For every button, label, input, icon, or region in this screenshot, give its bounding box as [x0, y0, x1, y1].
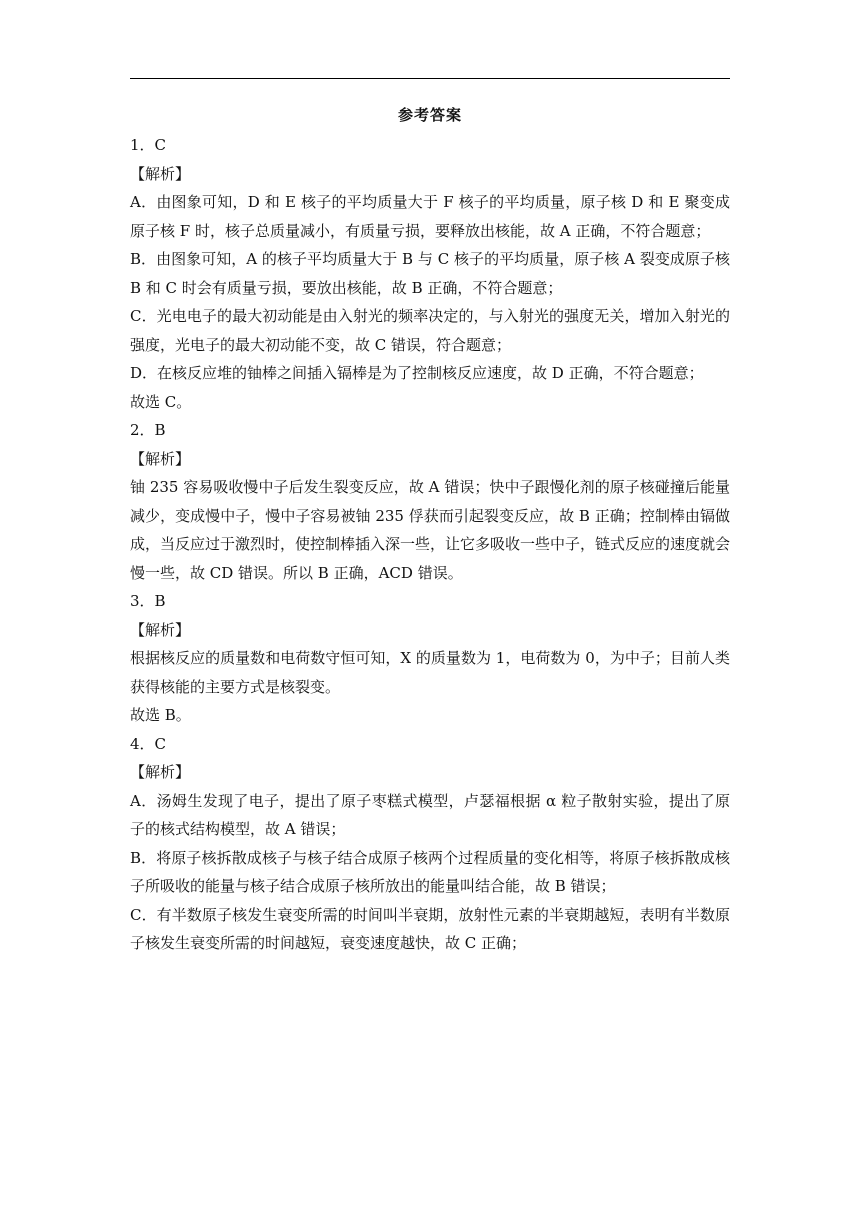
analysis-label: 【解析】 [130, 620, 191, 639]
analysis-paragraph: D．在核反应堆的铀棒之间插入镉棒是为了控制核反应速度，故 D 正确，不符合题意； [130, 364, 704, 382]
analysis-label: 【解析】 [130, 164, 191, 183]
header-rule [130, 78, 730, 79]
analysis-conclusion: 故选 B。 [130, 706, 191, 724]
answer-number: 4．C [130, 734, 167, 753]
analysis-paragraph: A．由图象可知，D 和 E 核子的平均质量大于 F 核子的平均质量，原子核 D 和 E 聚变成原子核 F 时，核子总质量减小，有质量亏损，要释放出核能，故 A 正确，不符合题意； [130, 193, 730, 240]
analysis-paragraph: C．光电电子的最大初动能是由入射光的频率决定的，与入射光的强度无关，增加入射光的强度，光电子的最大初动能不变，故 C 错误，符合题意； [130, 307, 730, 354]
analysis-paragraph: A．汤姆生发现了电子，提出了原子枣糕式模型，卢瑟福根据 α 粒子散射实验，提出了原子的核式结构模型，故 A 错误； [130, 791, 730, 838]
analysis-paragraph: B．由图象可知，A 的核子平均质量大于 B 与 C 核子的平均质量，原子核 A 裂变成原子核 B 和 C 时会有质量亏损，要放出核能，故 B 正确，不符合题意； [130, 250, 730, 297]
analysis-paragraph: 铀 235 容易吸收慢中子后发生裂变反应，故 A 错误；快中子跟慢化剂的原子核碰撞后能量减少，变成慢中子，慢中子容易被铀 235 俘获而引起裂变反应，故 B 正确；控制棒由镉做成，当反应过于激烈时，使控制棒插入深一些，让它多吸收一些中子，链式反应的速度就会慢一些，故 CD 错误。所以 B 正确，ACD 错误。 [130, 478, 731, 582]
analysis-paragraph: B．将原子核拆散成核子与核子结合成原子核两个过程质量的变化相等，将原子核拆散成核子所吸收的能量与核子结合成原子核所放出的能量叫结合能，故 B 错误； [130, 848, 730, 895]
answer-content [130, 131, 730, 958]
analysis-paragraph: 根据核反应的质量数和电荷数守恒可知，X 的质量数为 1，电荷数为 0，为中子；目前人类获得核能的主要方式是核裂变。 [130, 649, 730, 696]
answer-number: 3．B [130, 592, 166, 610]
answer-number: 1．C [130, 136, 167, 154]
analysis-paragraph: C．有半数原子核发生衰变所需的时间叫半衰期，放射性元素的半衰期越短，表明有半数原子核发生衰变所需的时间越短，衰变速度越快，故 C 正确； [130, 905, 730, 952]
analysis-label: 【解析】 [130, 449, 191, 468]
page-title: 参考答案 [397, 106, 462, 124]
answer-number: 2．B [130, 421, 166, 439]
analysis-conclusion: 故选 C。 [130, 392, 192, 411]
analysis-label: 【解析】 [130, 763, 191, 781]
